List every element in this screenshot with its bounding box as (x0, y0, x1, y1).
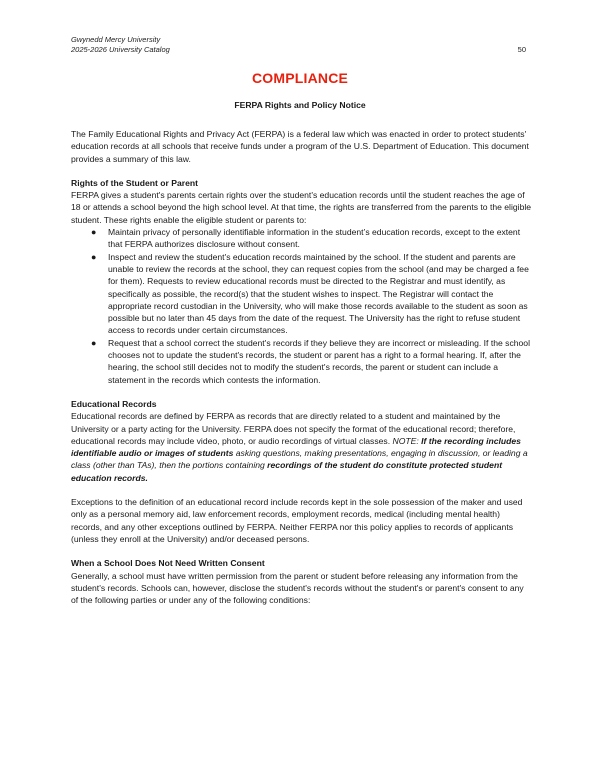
list-item-text: Request that a school correct the student's records if they believe they are incorrect or misleading. If the school chooses not to update the student's records, the student or parent has a right to a formal hearing. If, after the hearing, the school still decides not to modify the student's records, the parent or student can include a statement in the records which contests the information. (108, 337, 530, 385)
header-catalog: 2025-2026 University Catalog (71, 45, 170, 54)
educational-records-text: Educational records are defined by FERPA as records that are directly related to a student and maintained by the University or a party acting for the University. FERPA does not specify the format of the educational record; therefore, educational records may include video, photo, or audio recordings of virtual classes. (71, 411, 516, 446)
list-item-text: Inspect and review the student's education records maintained by the school. If the student and parents are unable to review the records at the school, they can request copies from the school (and may be charged a fee for them). Requests to review educational records must be directed to the Registrar and must identify, as specifically as possible, the record(s) that the student wishes to inspect. The Registrar will contact the appropriate record custodian in the University, who will make those records available to the student as soon as possible but no later than 45 days from the date of the request. The University has the right to refuse student access to records under certain circumstances. (108, 251, 529, 336)
educational-records-paragraph (71, 410, 533, 484)
exceptions-paragraph: Exceptions to the definition of an educational record include records kept in the sole possession of the maker and used only as a personal memory aid, law enforcement records, employment records, medical (including mental health) records, and any other exceptions outlined by FERPA. Neither FERPA nor this policy applies to records of applicants (unless they enroll at the University) and/or deceased persons. (71, 497, 523, 544)
note-mid: asking questions, making presentations, engaging in discussion, or leading a class (other than TAs), then the portions containing (71, 448, 528, 471)
list-item (71, 251, 533, 337)
section-subtitle: FERPA Rights and Policy Notice (234, 100, 366, 110)
bullet-icon: ● (91, 251, 97, 262)
list-item-text: Maintain privacy of personally identifiable information in the student’s education records, except to the extent that FERPA authorizes disclosure without consent. (108, 227, 521, 250)
list-item (71, 226, 533, 251)
note-bold-1: If the recording includes identifiable audio or images of students (71, 435, 521, 459)
page-number: 50 (517, 45, 526, 54)
rights-heading: Rights of the Student or Parent (71, 177, 198, 188)
bullet-icon: ● (91, 227, 97, 238)
consent-paragraph: Generally, a school must have written permission from the parent or student before releasing any information from the student's records. Schools can, however, disclose the student's records without the student's or parent's consent to any of the following parties or under any of the following conditions: (71, 570, 524, 606)
rights-paragraph: FERPA gives a student's parents certain rights over the student's education records until the student reaches the age of 18 or attends a school beyond the high school level. At that time, the rights are transferred from the parents to the eligible student. These rights enable the eligible student or parents to: (71, 190, 532, 225)
page-title: COMPLIANCE (251, 70, 349, 86)
consent-heading: When a School Does Not Need Written Consent (71, 558, 265, 569)
document-body (71, 128, 533, 606)
note-label: NOTE: (392, 435, 422, 446)
rights-list (71, 226, 533, 386)
bullet-icon: ● (91, 337, 97, 348)
header-university: Gwynedd Mercy University (71, 35, 161, 44)
note-bold-2: recordings of the student do constitute protected student education records. (71, 460, 503, 483)
educational-records-heading: Educational Records (71, 398, 157, 409)
list-item (71, 337, 533, 386)
running-header (71, 35, 170, 55)
intro-paragraph: The Family Educational Rights and Privacy Act (FERPA) is a federal law which was enacted in order to protect students' education records at all schools that receive funds under a program of the U.S. Department of Education. This document provides a summary of this law. (71, 129, 529, 164)
